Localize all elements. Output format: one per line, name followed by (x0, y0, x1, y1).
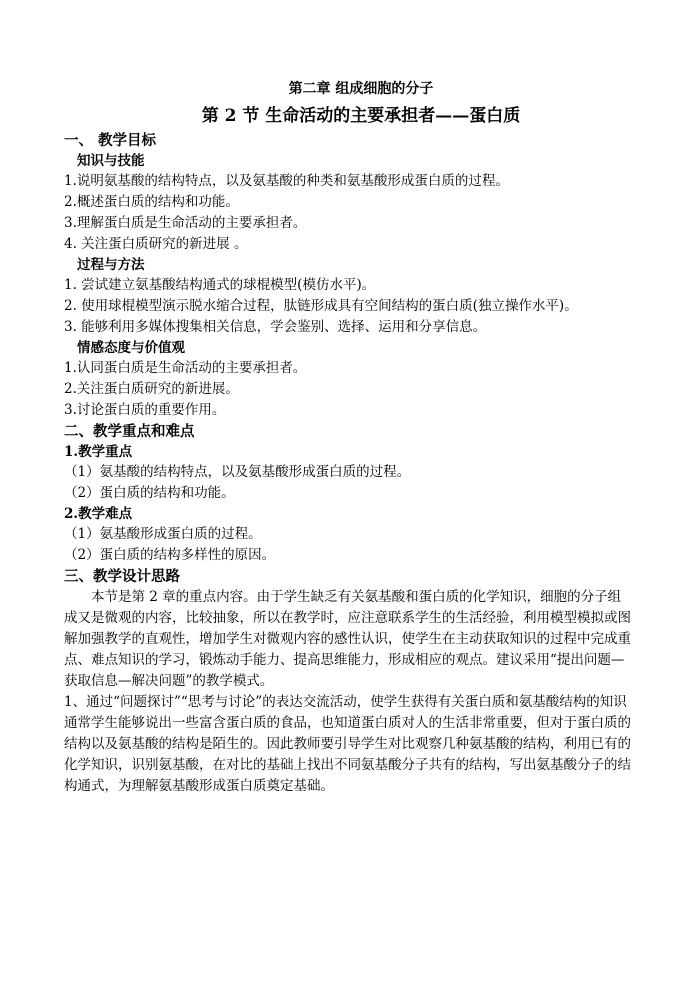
goal-item: 4. 关注蛋白质研究的新进展 。 (64, 236, 248, 252)
heading-key-difficult: 二、教学重点和难点 (64, 423, 195, 440)
goal-item: 3. 能够利用多媒体搜集相关信息，学会鉴别、选择、运用和分享信息。 (64, 319, 487, 335)
document-body (64, 78, 634, 797)
design-point: 1、通过“问题探讨”“思考与讨论”的表达交流活动，使学生获得有关蛋白质和氨基酸结构的知识 (64, 694, 627, 710)
goal-item: 1.说明氨基酸的结构特点，以及氨基酸的种类和氨基酸形成蛋白质的过程。 (64, 173, 509, 189)
design-paragraph-2: 通常学生能够说出一些富含蛋白质的食品，也知道蛋白质对人的生活非常重要，但对于蛋白质的结构以及氨基酸的结构是陌生的。因此教师要引导学生对比观察几种氨基酸的结构，利用已有的化学知识，识别氨基酸，在对比的基础上找出不同氨基酸分子共有的结构，写出氨基酸分子的结构通式，为理解氨基酸形成蛋白质奠定基础。 (64, 715, 631, 794)
goal-item: 2.概述蛋白质的结构和功能。 (64, 194, 239, 210)
chapter-title: 第二章 组成细胞的分子 (288, 81, 434, 97)
goal-item: 3.理解蛋白质是生命活动的主要承担者。 (64, 215, 307, 231)
goal-item: 3.讨论蛋白质的重要作用。 (64, 402, 226, 418)
heading-teaching-goals: 一、 教学目标 (64, 132, 157, 149)
goal-item: 1.认同蛋白质是生命活动的主要承担者。 (64, 360, 307, 376)
subheading-key-points: 1.教学重点 (64, 444, 133, 460)
subheading-emotion: 情感态度与价值观 (77, 340, 185, 356)
design-paragraph: 本节是第 2 章的重点内容。由于学生缺乏有关氨基酸和蛋白质的化学知识，细胞的分子组成又是微观的内容，比较抽象，所以在教学时，应注意联系学生的生活经验，利用模型模拟或图解加强教学的直观性，增加学生对微观内容的感性认识，使学生在主动获取知识的过程中完成重点、难点知识的学习，锻炼动手能力、提高思维能力，形成相应的观点。建议采用“提出问题—获取信息—解决问题”的教学模式。 (64, 589, 631, 689)
goal-item: 2. 使用球棍模型演示脱水缩合过程，肽链形成具有空间结构的蛋白质(独立操作水平)。 (64, 298, 578, 314)
subheading-difficult-points: 2.教学难点 (64, 506, 133, 522)
difficult-point-item: （2）蛋白质的结构多样性的原因。 (64, 547, 276, 563)
key-point-item: （2）蛋白质的结构和功能。 (64, 485, 235, 501)
section-title: 第 2 节 生命活动的主要承担者——蛋白质 (201, 106, 521, 126)
goal-item: 2.关注蛋白质研究的新进展。 (64, 381, 239, 397)
heading-design-ideas: 三、教学设计思路 (64, 568, 180, 585)
difficult-point-item: （1）氨基酸形成蛋白质的过程。 (64, 526, 262, 542)
subheading-process: 过程与方法 (77, 257, 145, 273)
subheading-knowledge: 知识与技能 (77, 153, 145, 169)
goal-item: 1. 尝试建立氨基酸结构通式的球棍模型(模仿水平)。 (64, 277, 376, 293)
key-point-item: （1）氨基酸的结构特点，以及氨基酸形成蛋白质的过程。 (64, 464, 411, 480)
